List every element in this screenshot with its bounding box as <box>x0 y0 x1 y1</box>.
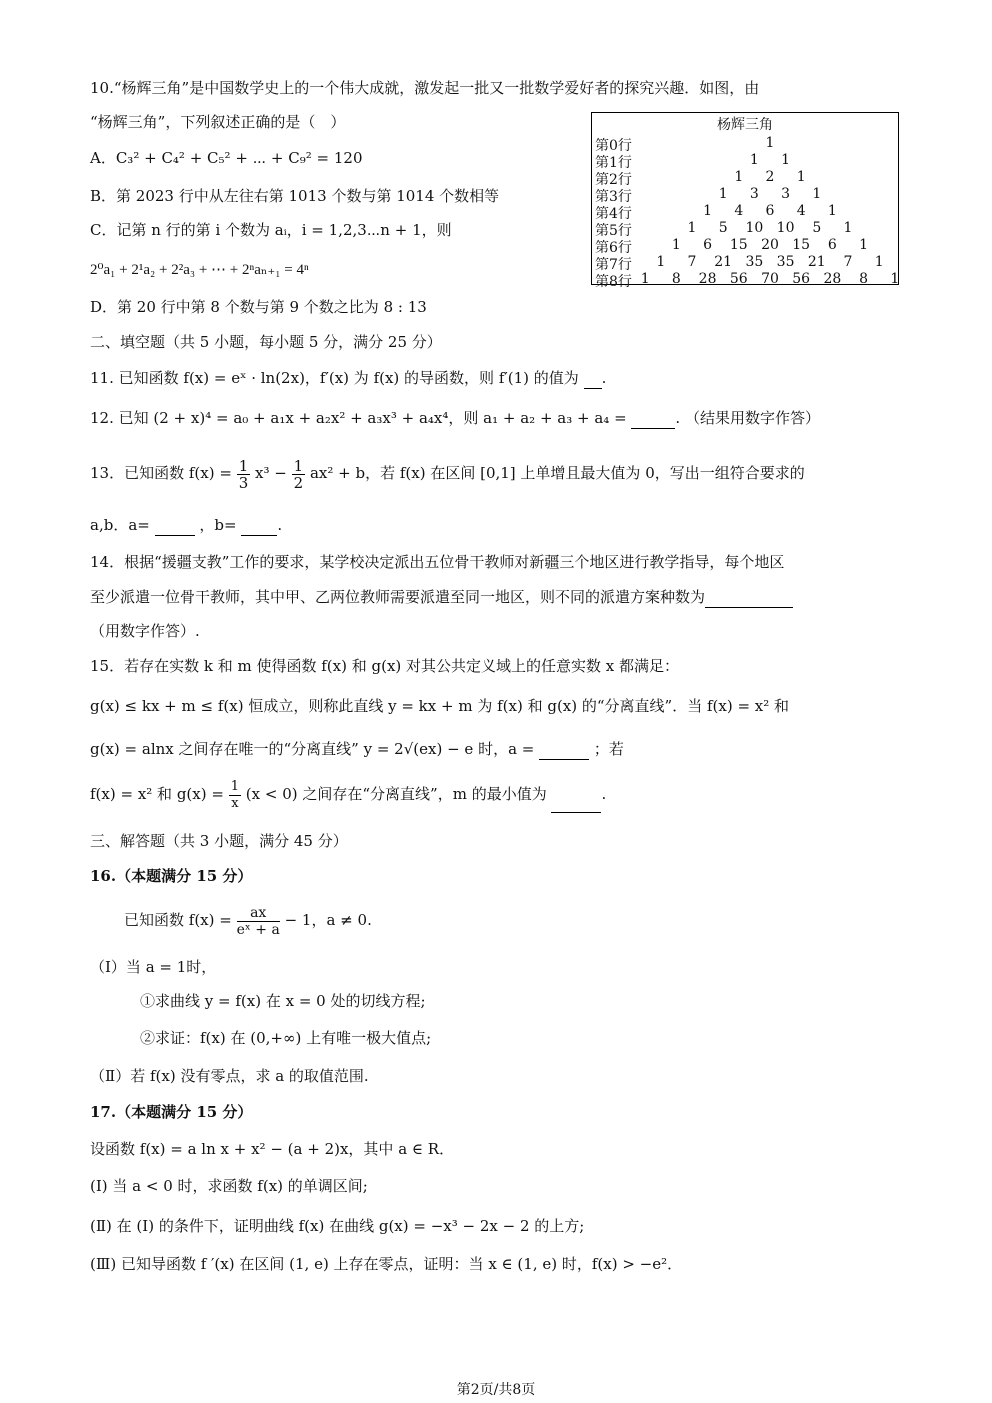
triangle-cell: 1 <box>843 220 853 236</box>
triangle-row-label: 第8行 <box>595 274 632 290</box>
q11-text: 11. 已知函数 f(x) = eˣ · ln(2x)，f′(x) 为 f(x) 的导函数，则 f′(1) 的值为 <box>90 369 579 387</box>
q14-line1: 14．根据“援疆支教”工作的要求，某学校决定派出五位骨干教师对新疆三个地区进行教学指导，每个地区 <box>90 553 785 571</box>
q12-answer-blank[interactable] <box>631 408 675 429</box>
triangle-cell: 1 <box>718 186 728 202</box>
triangle-cell: 15 <box>792 237 811 253</box>
q12: 12. 已知 (2 + x)⁴ = a₀ + a₁x + a₂x² + a₃x³ + a₄x⁴，则 a₁ + a₂ + a₃ + a₄ = . （结果用数字作答） <box>90 409 820 427</box>
q15-m-blank[interactable] <box>551 776 601 813</box>
triangle-row-label: 第3行 <box>595 189 632 205</box>
triangle-cell: 1 <box>687 220 697 236</box>
triangle-row-label: 第4行 <box>595 206 632 222</box>
triangle-cell: 7 <box>843 254 853 270</box>
q10-stem-line2: “杨辉三角”，下列叙述正确的是（ ） <box>90 113 346 131</box>
q16-given <box>124 902 372 938</box>
q15-line4-text: f(x) = x² 和 g(x) = <box>90 785 224 803</box>
q12-text: 12. 已知 (2 + x)⁴ = a₀ + a₁x + a₂x² + a₃x³ + a₄x⁴，则 a₁ + a₂ + a₃ + a₄ = <box>90 409 627 427</box>
q11-answer-blank[interactable] <box>584 368 602 389</box>
triangle-row-label: 第2行 <box>595 172 632 188</box>
triangle-cell: 1 <box>812 186 822 202</box>
triangle-row-label: 第7行 <box>595 257 632 273</box>
triangle-row-label: 第5行 <box>595 223 632 239</box>
q15-line4-tail: (x < 0) 之间存在“分离直线”，m 的最小值为 <box>245 785 547 803</box>
q13-frac-1: $\frac{1}{3}$ <box>238 456 249 492</box>
triangle-cell: 6 <box>827 237 837 253</box>
q13-frac-2: $\frac{1}{2}$ <box>293 456 304 492</box>
triangle-cell: 8 <box>671 271 681 287</box>
triangle-cell: 56 <box>792 271 811 287</box>
triangle-cell: 2 <box>765 169 775 185</box>
q13-line2-text: a,b．a= <box>90 516 150 534</box>
triangle-cell: 4 <box>796 203 806 219</box>
q16-part2: （Ⅱ）若 f(x) 没有零点，求 a 的取值范围. <box>90 1067 369 1085</box>
q15-line3-tail: ；若 <box>593 740 624 758</box>
triangle-cell: 5 <box>812 220 822 236</box>
q11: 11. 已知函数 f(x) = eˣ · ln(2x)，f′(x) 为 f(x) 的导函数，则 f′(1) 的值为 . <box>90 369 607 387</box>
q14-line2-text: 至少派遣一位骨干教师，其中甲、乙两位教师需要派遣至同一地区，则不同的派遣方案种数为 <box>90 588 706 606</box>
triangle-cell: 28 <box>823 271 842 287</box>
q13-line2: a,b．a= ，b= . <box>90 516 283 534</box>
q13-a-blank[interactable] <box>155 515 195 536</box>
triangle-row-label: 第6行 <box>595 240 632 256</box>
q15-line3 <box>90 739 624 760</box>
triangle-cell: 1 <box>827 203 837 219</box>
q16-part1: （Ⅰ）当 a = 1时， <box>90 958 217 976</box>
triangle-cell: 3 <box>749 186 759 202</box>
triangle-cell: 6 <box>765 203 775 219</box>
triangle-cell: 10 <box>776 220 795 236</box>
q16-given-pre: 已知函数 f(x) = <box>124 911 232 929</box>
q13 <box>90 456 805 491</box>
triangle-cell: 5 <box>718 220 728 236</box>
triangle-cell: 1 <box>734 169 744 185</box>
triangle-row-label: 第0行 <box>595 138 632 154</box>
triangle-cell: 1 <box>874 254 884 270</box>
triangle-cell: 1 <box>781 152 791 168</box>
q10-stem-line1: 10.“杨辉三角”是中国数学史上的一个伟大成就，激发起一批又一批数学爱好者的探究兴趣．如图，由 <box>90 79 760 97</box>
q14-line2 <box>90 587 793 608</box>
q15-line4: f(x) = x² 和 g(x) = $\frac{1}{x}$ (x < 0) 之间存在“分离直线”，m 的最小值为 . <box>90 776 606 813</box>
q10-option-c: C．记第 n 行的第 i 个数为 aᵢ，i = 1,2,3⋯n + 1，则 <box>90 221 452 239</box>
q14-answer-blank[interactable] <box>705 587 793 608</box>
q17-part1: (Ⅰ) 当 a < 0 时，求函数 f(x) 的单调区间; <box>90 1177 368 1195</box>
q10-option-b: B．第 2023 行中从左往右第 1013 个数与第 1014 个数相等 <box>90 187 500 205</box>
triangle-cell: 1 <box>749 152 759 168</box>
q15-line3-text: g(x) = alnx 之间存在唯一的“分离直线” y = 2√(ex) − e 时，a = <box>90 740 535 758</box>
triangle-cell: 56 <box>729 271 748 287</box>
triangle-cell: 21 <box>714 254 733 270</box>
q17-title: 17.（本题满分 15 分） <box>90 1103 253 1121</box>
triangle-cell: 70 <box>761 271 779 287</box>
q13-pre: 13．已知函数 f(x) = <box>90 464 232 482</box>
section-3-heading: 三、解答题（共 3 小题，满分 45 分） <box>90 832 348 850</box>
triangle-cell: 8 <box>859 271 869 287</box>
q16-given-post: − 1，a ≠ 0. <box>284 911 372 929</box>
triangle-cell: 6 <box>703 237 713 253</box>
triangle-cell: 35 <box>776 254 795 270</box>
triangle-cell: 7 <box>687 254 697 270</box>
triangle-cell: 21 <box>807 254 826 270</box>
q15-line2: g(x) ≤ kx + m ≤ f(x) 恒成立，则称此直线 y = kx + m 为 f(x) 和 g(x) 的“分离直线”．当 f(x) = x² 和 <box>90 697 790 715</box>
q13-b-blank[interactable] <box>241 515 277 536</box>
q16-part1b: ②求证：f(x) 在 (0,+∞) 上有唯一极大值点; <box>140 1029 432 1047</box>
q17-part2: (Ⅱ) 在 (Ⅰ) 的条件下，证明曲线 f(x) 在曲线 g(x) = −x³ − 2x − 2 的上方; <box>90 1217 585 1235</box>
triangle-cell: 4 <box>734 203 744 219</box>
triangle-row-label: 第1行 <box>595 155 632 171</box>
yanghui-triangle-figure <box>591 112 900 290</box>
q16-part1a: ①求曲线 y = f(x) 在 x = 0 处的切线方程; <box>140 992 426 1010</box>
q12-note: （结果用数字作答） <box>684 409 820 427</box>
q10-option-d: D．第 20 行中第 8 个数与第 9 个数之比为 8 : 13 <box>90 298 427 316</box>
triangle-cell: 10 <box>745 220 764 236</box>
q10-option-c-formula: 2⁰a₁ + 2¹a₂ + 2²a₃ + ⋯ + 2ⁿaₙ₊₁ = 4ⁿ <box>90 262 309 278</box>
q17-given: 设函数 f(x) = a ln x + x² − (a + 2)x，其中 a ∈ R． <box>90 1140 455 1158</box>
q14-line3: （用数字作答）. <box>90 622 200 640</box>
triangle-cell: 1 <box>671 237 681 253</box>
q15-line1: 15．若存在实数 k 和 m 使得函数 f(x) 和 g(x) 对其公共定义域上的任意实数 x 都满足： <box>90 657 680 675</box>
q17-part3: (Ⅲ) 已知导函数 f ′(x) 在区间 (1, e) 上存在零点，证明：当 x ∈ (1, e) 时，f(x) > −e²． <box>90 1255 683 1273</box>
q13-mid: x³ − <box>255 464 287 482</box>
triangle-cell: 1 <box>640 271 650 287</box>
triangle-cell: 1 <box>796 169 806 185</box>
triangle-cell: 1 <box>765 135 775 151</box>
triangle-cell: 1 <box>859 237 869 253</box>
triangle-cell: 3 <box>781 186 791 202</box>
triangle-cell: 1 <box>890 271 900 287</box>
q15-frac: $\frac{1}{x}$ <box>230 778 239 811</box>
triangle-cell: 20 <box>761 237 779 253</box>
q10-option-a: A．C₃² + C₄² + C₅² + ⋯ + C₉² = 120 <box>90 149 363 167</box>
triangle-title: 杨辉三角 <box>717 117 773 133</box>
page-footer: 第2页/共8页 <box>456 1382 536 1398</box>
triangle-cell: 35 <box>745 254 764 270</box>
q15-a-blank[interactable] <box>539 739 589 760</box>
triangle-cell: 28 <box>698 271 717 287</box>
triangle-cell: 15 <box>729 237 748 253</box>
q16-frac: $\frac{ax}{\text{eˣ + a}}$ <box>236 904 280 938</box>
q13-post: ax² + b，若 f(x) 在区间 [0,1] 上单增且最大值为 0，写出一组符合要求的 <box>309 464 805 482</box>
q13-b-label: ，b= <box>199 516 237 534</box>
triangle-cell: 1 <box>703 203 713 219</box>
triangle-cell: 1 <box>656 254 666 270</box>
section-2-heading: 二、填空题（共 5 小题，每小题 5 分，满分 25 分） <box>90 333 442 351</box>
q16-title: 16.（本题满分 15 分） <box>90 867 253 885</box>
